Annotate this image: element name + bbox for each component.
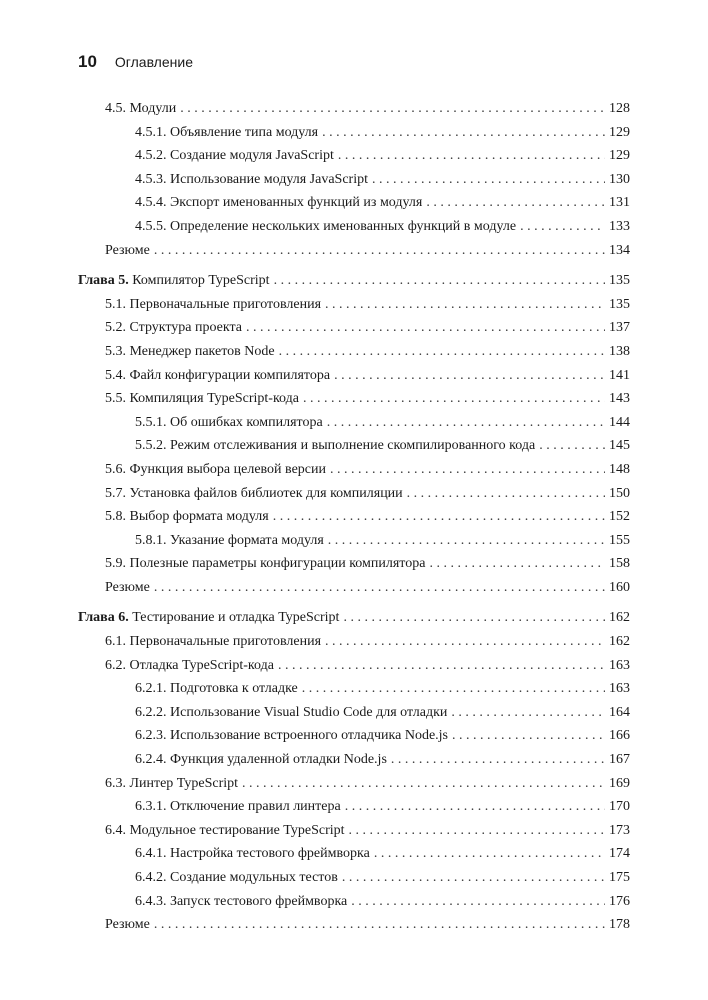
toc-entry-label: [105, 913, 150, 937]
toc-entry-row[interactable]: [78, 239, 630, 263]
dot-leader: [279, 340, 605, 364]
toc-page-number: 174: [609, 846, 630, 862]
toc-entry-title: Резюме: [105, 242, 150, 258]
toc-entry-title: Выбор формата модуля: [129, 509, 269, 525]
toc-entry-number: 5.8.: [105, 509, 126, 525]
toc-entry-row[interactable]: [78, 411, 630, 435]
toc-entry-row[interactable]: [78, 819, 630, 843]
toc-entry-label: [135, 795, 341, 819]
dot-leader: [426, 191, 605, 215]
toc-entry-row[interactable]: [78, 364, 630, 388]
dot-leader: [302, 677, 605, 701]
toc-page-number: 145: [609, 438, 630, 454]
toc-entry-label: [135, 191, 422, 215]
toc-entry-row[interactable]: [78, 772, 630, 796]
toc-entry-number: 4.5.4.: [135, 195, 167, 211]
toc-entry-number: 4.5.3.: [135, 171, 167, 187]
toc-entry-title: Файл конфигурации компилятора: [129, 367, 331, 383]
toc-entry-row[interactable]: [78, 748, 630, 772]
toc-entry-title: Отладка TypeScript-кода: [129, 657, 274, 673]
toc-entry-number: 4.5.5.: [135, 218, 167, 234]
toc-entry-row[interactable]: [78, 913, 630, 937]
toc-entry-label: [135, 842, 370, 866]
toc-page-number: 129: [609, 124, 630, 140]
toc-page-number: 155: [609, 532, 630, 548]
toc-entry-title: Компилятор TypeScript: [132, 273, 270, 289]
toc-entry-label: [135, 701, 447, 725]
toc-entry-row[interactable]: [78, 529, 630, 553]
toc-entry-label: [105, 654, 274, 678]
toc-page-number: 137: [609, 320, 630, 336]
toc-entry-number: 5.1.: [105, 296, 126, 312]
dot-leader: [349, 819, 605, 843]
toc-entry-title: Запуск тестового фреймворка: [170, 893, 348, 909]
toc-entry-row[interactable]: [78, 576, 630, 600]
toc-entry-label: [135, 121, 318, 145]
toc-entry-label: [105, 819, 345, 843]
toc-entry-row[interactable]: [78, 458, 630, 482]
toc-entry-label: [78, 606, 339, 630]
toc-entry-row[interactable]: [78, 434, 630, 458]
toc-entry-title: Первоначальные приготовления: [129, 634, 322, 650]
dot-leader: [180, 97, 605, 121]
toc-entry-title: Модули: [129, 101, 177, 116]
toc-entry-title: Установка файлов библиотек для компиляции: [129, 485, 403, 501]
dot-leader: [325, 630, 605, 654]
toc-entry-title: Об ошибках компилятора: [170, 414, 323, 430]
toc-entry-row[interactable]: [78, 842, 630, 866]
toc-chapter-row[interactable]: [78, 269, 630, 293]
toc-page-number: 162: [609, 610, 630, 626]
toc-group: [78, 606, 630, 936]
toc-entry-number: Глава 5.: [78, 273, 129, 289]
dot-leader: [374, 842, 605, 866]
toc-entry-number: 5.4.: [105, 367, 126, 383]
toc-entry-title: Компиляция TypeScript-кода: [129, 391, 299, 407]
toc-entry-label: [105, 552, 425, 576]
toc-entry-number: 6.4.3.: [135, 893, 167, 909]
dot-leader: [342, 866, 605, 890]
toc-entry-label: [135, 890, 347, 914]
toc-entry-label: [105, 316, 242, 340]
dot-leader: [242, 772, 605, 796]
toc-entry-title: Отключение правил линтера: [170, 799, 341, 815]
toc-page-number: 176: [609, 893, 630, 909]
toc-entry-number: 4.5.1.: [135, 124, 167, 140]
dot-leader: [351, 890, 605, 914]
toc-entry-label: [135, 529, 324, 553]
toc-entry-title: Настройка тестового фреймворка: [170, 846, 370, 862]
toc-entry-number: 6.2.1.: [135, 681, 167, 697]
toc-entry-row[interactable]: [78, 677, 630, 701]
toc-group: [78, 97, 630, 262]
toc-page-number: 138: [609, 343, 630, 359]
toc-entry-label: [105, 458, 326, 482]
toc-entry-row[interactable]: [78, 654, 630, 678]
toc-page-number: 133: [609, 218, 630, 234]
dot-leader: [154, 913, 605, 937]
toc-entry-row[interactable]: [78, 890, 630, 914]
toc-page-number: 173: [609, 822, 630, 838]
toc-entry-label: [135, 215, 516, 239]
toc-page-number: 131: [609, 195, 630, 211]
toc-entry-title: Модульное тестирование TypeScript: [129, 822, 345, 838]
toc-entry-number: 6.2.2.: [135, 704, 167, 720]
toc-page-number: 148: [609, 461, 630, 477]
toc-group: [78, 269, 630, 599]
toc-page-number: 178: [609, 917, 630, 933]
toc-entry-label: [135, 144, 334, 168]
toc-entry-number: 6.2.: [105, 657, 126, 673]
toc-entry-label: [135, 411, 323, 435]
toc-entry-label: [105, 387, 299, 411]
toc-entry-number: 5.7.: [105, 485, 126, 501]
toc-entry-number: 5.5.1.: [135, 414, 167, 430]
toc-entry-label: [105, 239, 150, 263]
toc-entry-title: Полезные параметры конфигурации компилятора: [129, 556, 426, 572]
toc-entry-label: [135, 168, 368, 192]
dot-leader: [429, 552, 605, 576]
toc-entry-row[interactable]: [78, 387, 630, 411]
toc-page-number: 164: [609, 704, 630, 720]
dot-leader: [345, 795, 605, 819]
toc-entry-label: [105, 482, 403, 506]
dot-leader: [343, 606, 605, 630]
toc-entry-title: Использование встроенного отладчика Node.js: [170, 728, 448, 744]
dot-leader: [520, 215, 605, 239]
toc-entry-number: 5.2.: [105, 320, 126, 336]
toc-entry-title: Первоначальные приготовления: [129, 296, 322, 312]
toc-entry-row[interactable]: [78, 340, 630, 364]
toc-page-number: 144: [609, 414, 630, 430]
toc-entry-label: [105, 576, 150, 600]
toc-entry-row[interactable]: [78, 552, 630, 576]
toc-entry-number: 4.5.2.: [135, 148, 167, 164]
toc-entry-number: 6.2.3.: [135, 728, 167, 744]
toc-entry-label: [135, 724, 448, 748]
toc-page-number: 135: [609, 296, 630, 312]
toc-entry-number: 5.8.1.: [135, 532, 167, 548]
toc-page-number: 163: [609, 657, 630, 673]
dot-leader: [246, 316, 605, 340]
toc-page-number: 134: [609, 242, 630, 258]
toc-entry-title: Создание модуля JavaScript: [170, 148, 334, 164]
toc-page-number: 160: [609, 579, 630, 595]
toc-entry-number: 6.4.: [105, 822, 126, 838]
toc-entry-row[interactable]: [78, 316, 630, 340]
toc-page-number: 135: [609, 273, 630, 289]
toc-entry-label: [78, 269, 270, 293]
dot-leader: [334, 364, 605, 388]
toc-entry-row[interactable]: [78, 724, 630, 748]
page-number: 10: [78, 52, 97, 71]
toc-entry-title: Создание модульных тестов: [170, 870, 338, 885]
toc-entry-row[interactable]: [78, 144, 630, 168]
toc-entry-row[interactable]: [78, 293, 630, 317]
toc-entry-number: 6.3.: [105, 775, 126, 791]
toc-entry-row[interactable]: [78, 215, 630, 239]
toc-entry-number: 5.9.: [105, 556, 126, 572]
toc-entry-label: [135, 434, 535, 458]
toc-entry-row[interactable]: [78, 795, 630, 819]
toc-entry-number: 4.5.: [105, 101, 126, 116]
dot-leader: [372, 168, 605, 192]
toc-entry-title: Функция выбора целевой версии: [129, 461, 326, 477]
toc-entry-title: Объявление типа модуля: [170, 124, 319, 140]
toc-page-number: 167: [609, 752, 630, 768]
toc-entry-label: [105, 340, 275, 364]
toc-entry-row[interactable]: [78, 168, 630, 192]
toc-entry-row[interactable]: [78, 866, 630, 890]
dot-leader: [154, 239, 605, 263]
toc-entry-number: 5.5.: [105, 391, 126, 407]
toc-entry-row[interactable]: [78, 630, 630, 654]
toc-entry-title: Подготовка к отладке: [170, 681, 298, 697]
dot-leader: [539, 434, 605, 458]
running-header: [78, 52, 193, 72]
toc-page-number: 128: [609, 101, 630, 116]
toc-entry-label: [135, 677, 298, 701]
toc-entry-row[interactable]: [78, 701, 630, 725]
dot-leader: [452, 724, 605, 748]
toc-entry-label: [105, 505, 269, 529]
toc-page-number: 158: [609, 556, 630, 572]
toc-page-number: 163: [609, 681, 630, 697]
toc-entry-label: [135, 748, 387, 772]
toc-entry-label: [135, 866, 338, 890]
dot-leader: [328, 529, 605, 553]
toc-entry-number: Глава 6.: [78, 610, 129, 626]
toc-entry-title: Определение нескольких именованных функций в модуле: [170, 218, 517, 234]
toc-entry-row[interactable]: [78, 482, 630, 506]
toc-entry-label: [105, 772, 238, 796]
toc-page-number: 170: [609, 799, 630, 815]
toc-entry-title: Резюме: [105, 579, 150, 595]
toc-entry-number: 5.6.: [105, 461, 126, 477]
toc-entry-number: 5.3.: [105, 343, 126, 359]
dot-leader: [325, 293, 605, 317]
toc-chapter-row[interactable]: [78, 606, 630, 630]
toc-page-number: 150: [609, 485, 630, 501]
dot-leader: [273, 505, 605, 529]
toc-entry-title: Режим отслеживания и выполнение скомпилированного кода: [170, 438, 536, 454]
toc-page-number: 166: [609, 728, 630, 744]
toc-entry-title: Использование модуля JavaScript: [170, 171, 368, 187]
toc-entry-label: [105, 97, 176, 121]
toc-entry-number: 6.3.1.: [135, 799, 167, 815]
toc-entry-number: 5.5.2.: [135, 438, 167, 454]
header-title: Оглавление: [114, 54, 193, 70]
dot-leader: [274, 269, 605, 293]
toc-entry-row[interactable]: [78, 505, 630, 529]
dot-leader: [322, 121, 605, 145]
toc-page-number: 143: [609, 391, 630, 407]
dot-leader: [278, 654, 605, 678]
toc-entry-title: Тестирование и отладка TypeScript: [132, 610, 340, 626]
toc-entry-row[interactable]: [78, 97, 630, 121]
toc-page-number: 162: [609, 634, 630, 650]
toc-entry-row[interactable]: [78, 191, 630, 215]
dot-leader: [154, 576, 605, 600]
toc-entry-label: [105, 293, 321, 317]
dot-leader: [451, 701, 605, 725]
toc-entry-label: [105, 364, 330, 388]
dot-leader: [391, 748, 605, 772]
toc-entry-label: [105, 630, 321, 654]
toc-entry-number: 6.4.1.: [135, 846, 167, 862]
dot-leader: [303, 387, 605, 411]
dot-leader: [330, 458, 605, 482]
toc-page-number: 130: [609, 171, 630, 187]
toc-entry-title: Линтер TypeScript: [129, 775, 239, 791]
toc-page-number: 152: [609, 509, 630, 525]
toc-entry-title: Резюме: [105, 917, 150, 933]
toc-entry-title: Экспорт именованных функций из модуля: [170, 195, 423, 211]
toc-entry-number: 6.4.2.: [135, 870, 167, 885]
toc-entry-title: Использование Visual Studio Code для отладки: [170, 704, 448, 720]
toc-entry-title: Указание формата модуля: [170, 532, 324, 548]
dot-leader: [327, 411, 605, 435]
toc-entry-title: Менеджер пакетов Node: [129, 343, 275, 359]
toc-page-number: 169: [609, 775, 630, 791]
toc-page-number: 175: [609, 870, 630, 885]
toc-entry-row[interactable]: [78, 121, 630, 145]
table-of-contents: [78, 97, 630, 944]
dot-leader: [407, 482, 605, 506]
toc-entry-title: Функция удаленной отладки Node.js: [170, 752, 387, 768]
toc-page-number: 141: [609, 367, 630, 383]
toc-page-number: 129: [609, 148, 630, 164]
dot-leader: [338, 144, 605, 168]
toc-entry-title: Структура проекта: [129, 320, 243, 336]
toc-entry-number: 6.2.4.: [135, 752, 167, 768]
toc-entry-number: 6.1.: [105, 634, 126, 650]
